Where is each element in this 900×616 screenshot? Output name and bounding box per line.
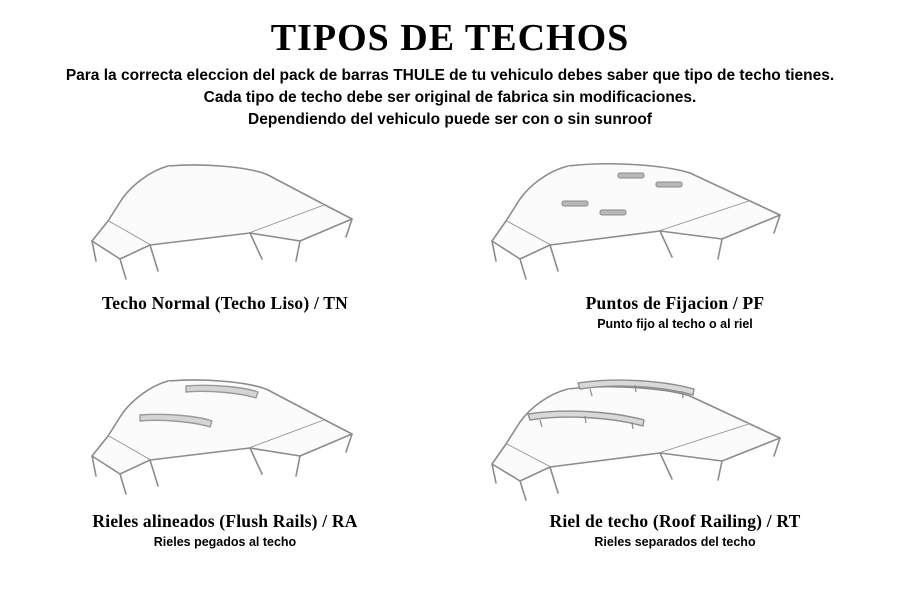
roof-type-subtitle-rieles-alineados: Rieles pegados al techo [153,534,297,549]
roof-illustration-riel-de-techo [450,359,900,519]
roof-type-subtitle-puntos-de-fijacion: Punto fijo al techo o al riel [597,316,753,331]
roof-type-labels-rieles-alineados [0,511,450,549]
roof-type-card-rieles-alineados [0,359,450,579]
roof-type-labels-techo-normal [0,293,450,317]
roof-type-card-techo-normal [0,141,450,361]
subtitle-line-2: Cada tipo de techo debe ser original de fabrica sin modificaciones. [203,88,697,106]
roof-type-labels-riel-de-techo [450,511,900,549]
roof-type-title-riel-de-techo: Riel de techo (Roof Railing) / RT [549,510,801,531]
roof-type-title-techo-normal: Techo Normal (Techo Liso) / TN [102,292,348,313]
roof-illustration-techo-normal [0,141,450,301]
roof-type-card-riel-de-techo [450,359,900,579]
roof-illustration-rieles-alineados [0,359,450,519]
subtitle-line-3: Dependiendo del vehiculo puede ser con o sin sunroof [248,110,652,128]
roof-illustration-puntos-de-fijacion [450,141,900,301]
roof-type-subtitle-riel-de-techo: Rieles separados del techo [594,534,756,549]
roof-type-card-puntos-de-fijacion [450,141,900,361]
poster-root [0,16,900,616]
page-title: TIPOS DE TECHOS [270,17,630,59]
subtitle-block [0,66,900,131]
roof-type-title-rieles-alineados: Rieles alineados (Flush Rails) / RA [92,510,358,531]
roof-type-title-puntos-de-fijacion: Puntos de Fijacion / PF [585,292,765,313]
roof-type-labels-puntos-de-fijacion [450,293,900,331]
subtitle-line-1: Para la correcta eleccion del pack de barras THULE de tu vehiculo debes saber que tipo de techo tienes. [65,67,835,84]
roof-types-grid [0,141,900,581]
